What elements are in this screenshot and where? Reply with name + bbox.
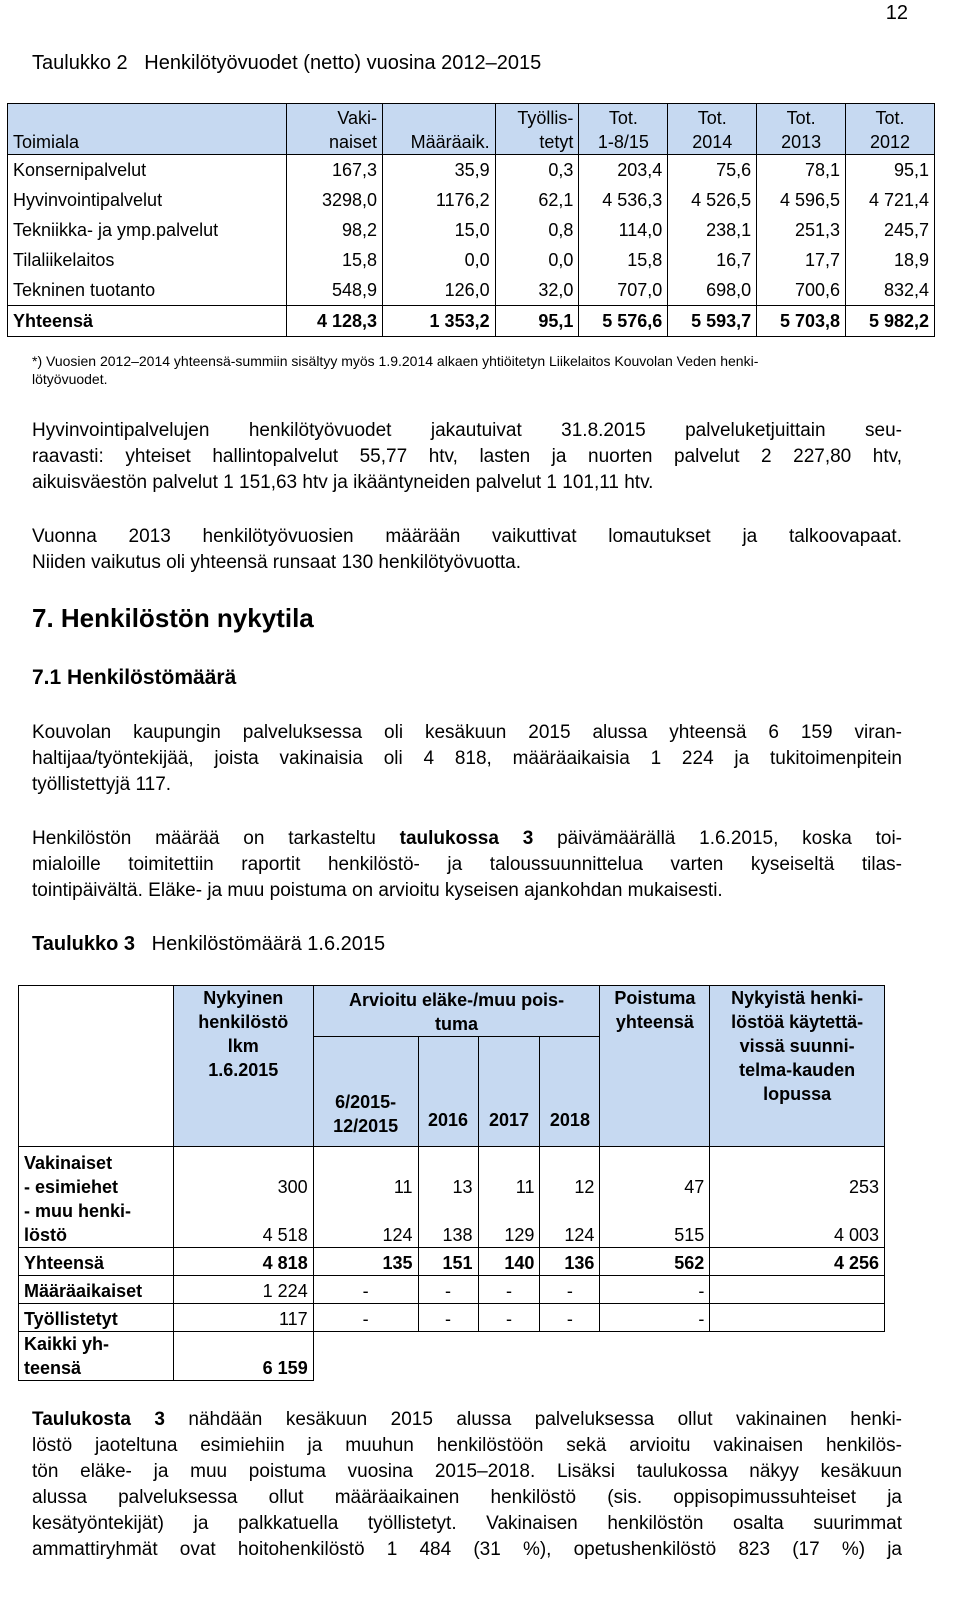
text-line: Taulukosta 3 nähdään kesäkuun 2015 alussa palveluksessa ollut vakinainen henki- <box>32 1409 903 1430</box>
heading-henkiloston-nykytila: 7. Henkilöstön nykytila <box>32 603 314 633</box>
t3-cell: 1 224 <box>173 1276 313 1304</box>
t3-header-remaining: Nykyistä henki- löstöä käytettä- vissä suunni- telma-kauden lopussa <box>710 986 885 1147</box>
t2-cell: 15,8 <box>579 245 668 275</box>
t3-cell: 135 <box>313 1248 418 1276</box>
t2-cell: 95,1 <box>846 155 935 186</box>
t3-cell: - <box>313 1304 418 1332</box>
t2-header-vakinaiset: Vaki- naiset <box>287 104 383 155</box>
t2-cell: 203,4 <box>579 155 668 186</box>
t2-cell: 167,3 <box>287 155 383 186</box>
t3-cell: 47 515 <box>600 1147 710 1248</box>
table2-header-row <box>8 104 935 155</box>
page-number: 12 <box>885 2 908 24</box>
t2-cell: 698,0 <box>668 275 757 306</box>
table3-vakinaiset-row <box>19 1147 885 1248</box>
heading-henkilostomaara: 7.1 Henkilöstömäärä <box>32 666 237 689</box>
t2-cell: 18,9 <box>846 245 935 275</box>
t2-cell: 548,9 <box>287 275 383 306</box>
t2-cell: 700,6 <box>757 275 846 306</box>
t3-empty <box>313 1332 884 1381</box>
t3-cell: 12 124 <box>540 1147 600 1248</box>
paragraph-2013 <box>32 524 902 576</box>
t3-header-period: 6/2015- 12/2015 <box>313 1037 418 1147</box>
t2-cell: 707,0 <box>579 275 668 306</box>
t2-cell: 238,1 <box>668 215 757 245</box>
t2-cell: 251,3 <box>757 215 846 245</box>
text-line: tön eläke- ja muu poistuma vuosina 2015–2018. Lisäksi taulukossa näkyy kesäkuun <box>32 1461 902 1482</box>
t3-cell: Yhteensä <box>19 1248 174 1276</box>
t2-cell: 0,8 <box>495 215 579 245</box>
t3-cell: - <box>540 1304 600 1332</box>
table2-total-row <box>8 306 935 337</box>
text-line: kesätyöntekijät) ja palkkatuella työllistetyt. Vakinaisen henkilöstön osalta suurimmat <box>32 1513 902 1534</box>
t2-cell: 114,0 <box>579 215 668 245</box>
t3-cell: 151 <box>418 1248 478 1276</box>
text-line: haltijaa/työntekijää, joista vakinaisia oli 4 818, määräaikaisia 1 224 ja tukitoimenpitein <box>32 748 902 769</box>
t2-cell: Tekninen tuotanto <box>8 275 287 306</box>
t2-cell: 1176,2 <box>383 185 496 215</box>
text-line: Niiden vaikutus oli yhteensä runsaat 130 henkilötyövuotta. <box>32 552 522 573</box>
t3-cell: 562 <box>600 1248 710 1276</box>
text-line: Kouvolan kaupungin palveluksessa oli kesäkuun 2015 alussa yhteensä 6 159 viran- <box>32 722 902 743</box>
t2-header-tot-1-8-15: Tot. 1-8/15 <box>579 104 668 155</box>
t2-cell: 5 593,7 <box>668 306 757 337</box>
t2-cell: 95,1 <box>495 306 579 337</box>
table2-caption <box>32 52 541 75</box>
t3-header-empty <box>19 986 174 1147</box>
t2-cell: 4 526,5 <box>668 185 757 215</box>
t2-cell: Yhteensä <box>8 306 287 337</box>
text-line: löstö jaoteltuna esimiehiin ja muuhun henkilöstöön sekä arvioitu vakinaisen henkilös- <box>32 1435 902 1456</box>
t2-header-tot-2012: Tot. 2012 <box>846 104 935 155</box>
t3-kaikki-label: Kaikki yh- teensä <box>19 1332 174 1381</box>
t3-cell <box>710 1276 885 1304</box>
t3-cell: - <box>313 1276 418 1304</box>
table-row <box>8 275 935 306</box>
t2-cell: 78,1 <box>757 155 846 186</box>
t2-cell: 16,7 <box>668 245 757 275</box>
t3-cell: - <box>600 1276 710 1304</box>
t2-cell: 32,0 <box>495 275 579 306</box>
t3-cell: 6 159 <box>173 1332 313 1381</box>
t3-cell: 117 <box>173 1304 313 1332</box>
paragraph-taulukko3-intro <box>32 826 902 904</box>
t2-cell: 17,7 <box>757 245 846 275</box>
t2-cell: 0,0 <box>383 245 496 275</box>
text-line: Henkilöstön määrää on tarkasteltu taulukossa 3 päivämäärällä 1.6.2015, koska toi- <box>32 828 902 849</box>
t2-cell: Konsernipalvelut <box>8 155 287 186</box>
t2-cell: 5 703,8 <box>757 306 846 337</box>
t2-cell: 15,0 <box>383 215 496 245</box>
t2-cell: 4 596,5 <box>757 185 846 215</box>
table-row <box>8 245 935 275</box>
table3 <box>18 985 885 1381</box>
table3-yhteensa-row <box>19 1248 885 1276</box>
t3-cell: 253 4 003 <box>710 1147 885 1248</box>
t2-cell: 5 982,2 <box>846 306 935 337</box>
t3-cell: 13 138 <box>418 1147 478 1248</box>
t3-header-removal: Poistuma yhteensä <box>600 986 710 1147</box>
t3-cell: 11 129 <box>478 1147 540 1248</box>
t2-cell: Tilaliikelaitos <box>8 245 287 275</box>
t2-cell: 0,0 <box>495 245 579 275</box>
t3-header-estimate: Arvioitu eläke-/muu pois- tuma <box>313 986 600 1037</box>
t2-cell: Tekniikka- ja ymp.palvelut <box>8 215 287 245</box>
t2-header-tyollistetyt: Työllis- tetyt <box>495 104 579 155</box>
t3-cell: - <box>418 1304 478 1332</box>
text-line: alussa palveluksessa ollut määräaikainen henkilöstö (sis. oppisopimussuhteiset ja <box>32 1487 902 1508</box>
t3-header-2017: 2017 <box>478 1037 540 1147</box>
footnote-line: lötyövuodet. <box>32 371 108 387</box>
t2-cell: 15,8 <box>287 245 383 275</box>
t3-cell: Määräaikaiset <box>19 1276 174 1304</box>
table3-kaikki-row <box>19 1332 885 1381</box>
t3-header-current: Nykyinen henkilöstö lkm 1.6.2015 <box>173 986 313 1147</box>
t3-cell: 4 256 <box>710 1248 885 1276</box>
t3-cell: - <box>418 1276 478 1304</box>
table3-caption-label: Taulukko 3 <box>32 933 135 955</box>
t2-cell: 5 576,6 <box>579 306 668 337</box>
table2-caption-label: Taulukko 2 <box>32 52 128 74</box>
footnote-line: *) Vuosien 2012–2014 yhteensä-summiin sisältyy myös 1.9.2014 alkaen yhtiöitetyn Liikelaitos Kouvolan Veden henki- <box>32 353 759 369</box>
t2-cell: 3298,0 <box>287 185 383 215</box>
table3-caption-text: Henkilöstömäärä 1.6.2015 <box>151 933 386 955</box>
table2-caption-text: Henkilötyövuodet (netto) vuosina 2012–2015 <box>144 52 542 74</box>
table2-footnote <box>32 352 907 388</box>
t3-cell: - <box>540 1276 600 1304</box>
t2-header-toimiala: Toimiala <box>8 104 287 155</box>
t2-cell: 98,2 <box>287 215 383 245</box>
t2-cell: 1 353,2 <box>383 306 496 337</box>
t3-cell <box>710 1304 885 1332</box>
t2-cell: 35,9 <box>383 155 496 186</box>
table3-tyollistetyt-row <box>19 1304 885 1332</box>
t3-cell: 300 4 518 <box>173 1147 313 1248</box>
t3-header-2016: 2016 <box>418 1037 478 1147</box>
t3-cell: 140 <box>478 1248 540 1276</box>
text-line: aikuisväestön palvelut 1 151,63 htv ja ikääntyneiden palvelut 1 101,11 htv. <box>32 472 654 493</box>
t2-cell: 75,6 <box>668 155 757 186</box>
text-line: Vuonna 2013 henkilötyövuosien määrään vaikuttivat lomautukset ja talkoovapaat. <box>32 526 902 547</box>
text-line: Hyvinvointipalvelujen henkilötyövuodet jakautuivat 31.8.2015 palveluketjuittain seu- <box>32 420 902 441</box>
t3-cell: - <box>478 1276 540 1304</box>
t2-cell: 126,0 <box>383 275 496 306</box>
text-line: ammattiryhmät ovat hoitohenkilöstö 1 484 (31 %), opetushenkilöstö 823 (17 %) ja <box>32 1539 902 1560</box>
text-line: raavasti: yhteiset hallintopalvelut 55,77 htv, lasten ja nuorten palvelut 2 227,80 htv, <box>32 446 902 467</box>
table-row <box>8 155 935 186</box>
text-line: työllistettyjä 117. <box>32 774 172 795</box>
table-row <box>8 185 935 215</box>
paragraph-hyvinvointi <box>32 418 902 496</box>
t3-cell: - <box>478 1304 540 1332</box>
text-line: tointipäivältä. Eläke- ja muu poistuma on arvioitu kyseisen ajankohdan mukaisesti. <box>32 880 723 901</box>
t2-cell: Hyvinvointipalvelut <box>8 185 287 215</box>
t2-cell: 0,3 <box>495 155 579 186</box>
t3-vakinaiset-label: Vakinaiset - esimiehet - muu henki- löstö <box>19 1147 174 1248</box>
paragraph-taulukosta3 <box>32 1407 902 1563</box>
table-row <box>8 215 935 245</box>
t2-header-tot-2014: Tot. 2014 <box>668 104 757 155</box>
table3-caption <box>32 933 385 956</box>
table3-header-row <box>19 986 885 1037</box>
t2-cell: 4 721,4 <box>846 185 935 215</box>
t2-header-maaraaik: Määräaik. <box>383 104 496 155</box>
table2 <box>7 103 935 337</box>
t3-cell: 4 818 <box>173 1248 313 1276</box>
t3-cell: - <box>600 1304 710 1332</box>
t3-cell: 136 <box>540 1248 600 1276</box>
paragraph-henkilostomaara <box>32 720 902 798</box>
t3-cell: Työllistetyt <box>19 1304 174 1332</box>
t2-cell: 4 128,3 <box>287 306 383 337</box>
t2-cell: 4 536,3 <box>579 185 668 215</box>
t2-cell: 245,7 <box>846 215 935 245</box>
t3-cell: 11 124 <box>313 1147 418 1248</box>
t3-header-2018: 2018 <box>540 1037 600 1147</box>
t2-header-tot-2013: Tot. 2013 <box>757 104 846 155</box>
table3-maaraaikaiset-row <box>19 1276 885 1304</box>
text-line: mialoille toimitettiin raportit henkilöstö- ja taloussuunnittelua varten kyseiseltä tilas- <box>32 854 902 875</box>
t2-cell: 832,4 <box>846 275 935 306</box>
t2-cell: 62,1 <box>495 185 579 215</box>
